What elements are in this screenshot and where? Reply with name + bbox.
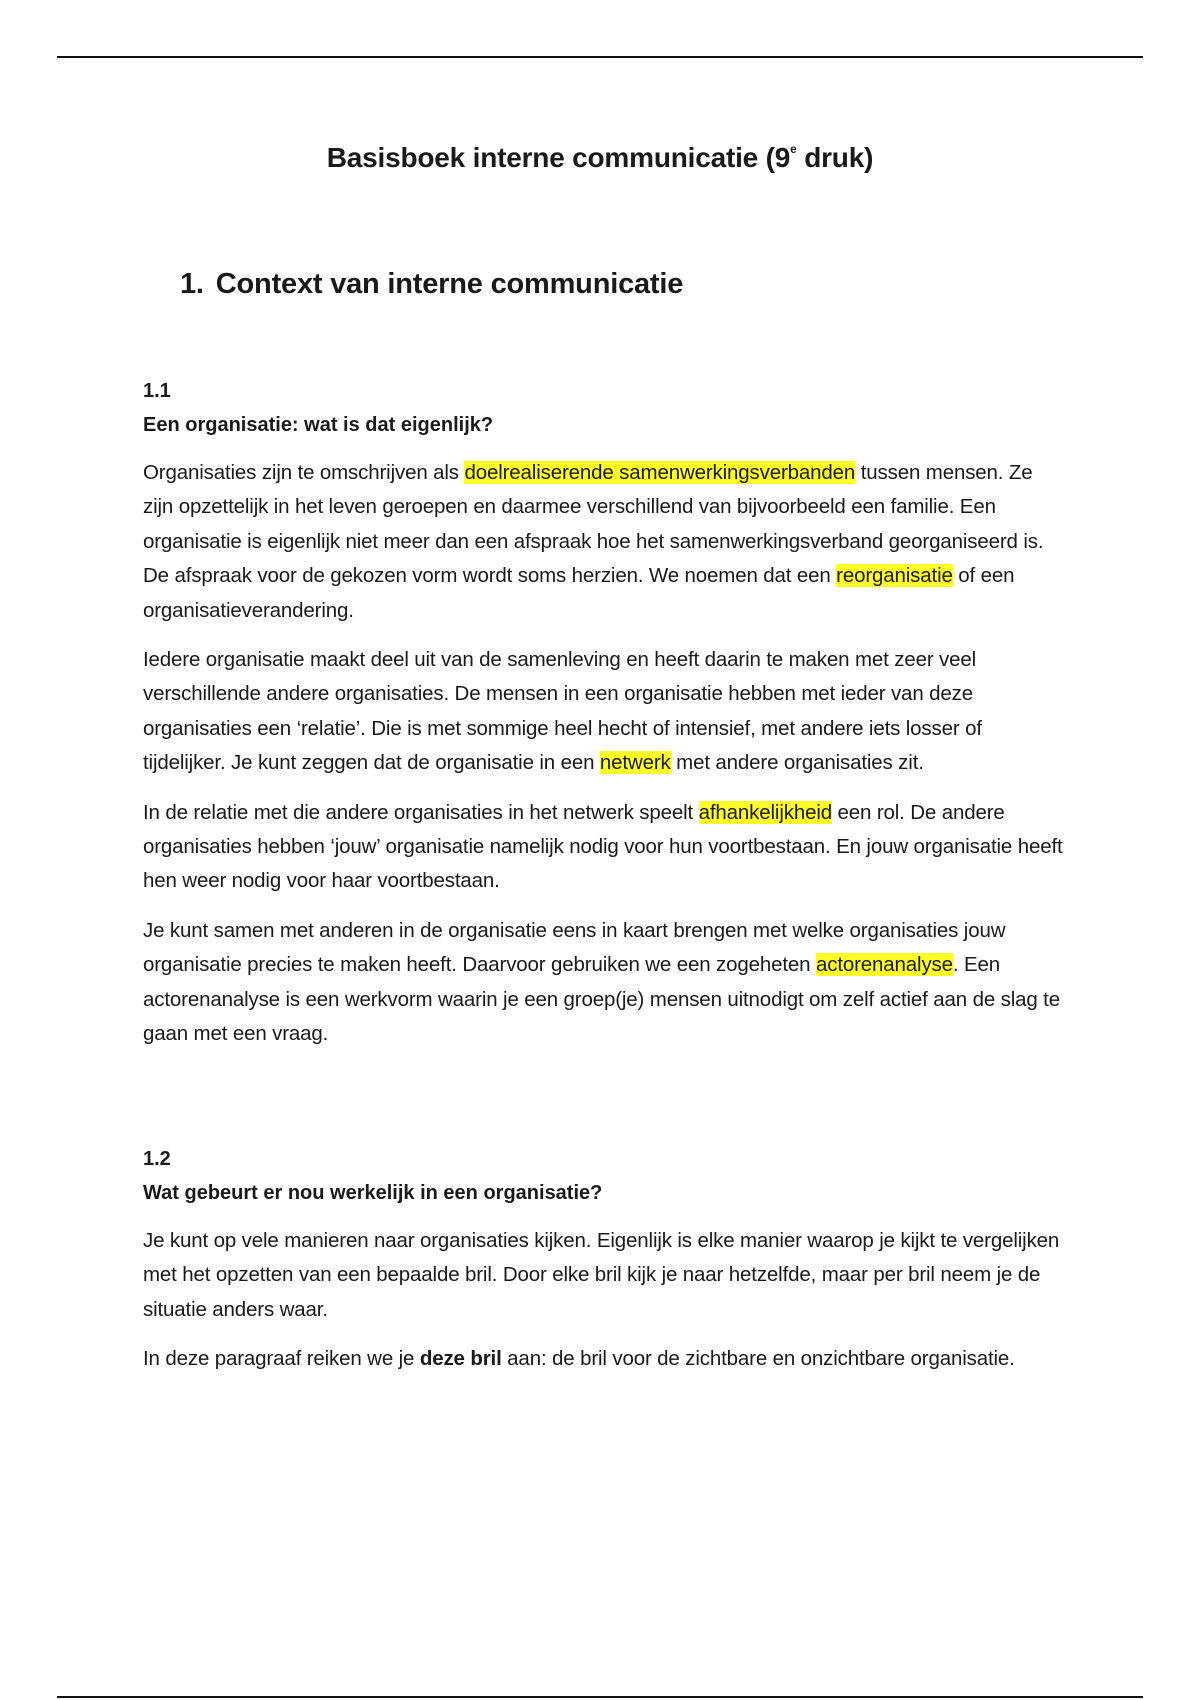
paragraph: In de relatie met die andere organisaties in het netwerk speelt afhankelijkheid een rol. De andere organisaties hebben ‘jouw’ organisatie namelijk nodig voor hun voortbestaan. En jouw organisatie heeft hen weer nodig voor haar voortbestaan. bbox=[143, 800, 1063, 893]
section-1-1 bbox=[143, 374, 1063, 1067]
highlight: reorganisatie bbox=[836, 564, 953, 588]
chapter-number: 1. bbox=[180, 268, 204, 300]
highlight: netwerk bbox=[599, 751, 671, 775]
section-number: 1.1 bbox=[143, 380, 171, 402]
paragraph: Iedere organisatie maakt deel uit van de samenleving en heeft daarin te maken met zeer veel verschillende andere organisaties. De mensen in een organisatie hebben met ieder van deze organisaties een ‘relatie’. Die is met sommige heel hecht of intensief, met andere iets losser of tijdelijker. Je kunt zeggen dat de organisatie in een netwerk met andere organisaties zit. bbox=[143, 648, 982, 775]
highlight: doelrealiserende samenwerkingsverbanden bbox=[464, 461, 856, 484]
paragraph: Je kunt samen met anderen in de organisatie eens in kaart brengen met welke organisaties jouw organisatie precies te maken heeft. Daarvoor gebruiken we een zogeheten actorenanalyse. Een actorenanalyse is een werkvorm waarin je een groep(je) mensen uitnodigt om zelf actief aan de slag te gaan met een vraag. bbox=[143, 918, 1060, 1046]
chapter-heading bbox=[180, 268, 683, 301]
chapter-title: Context van interne communicatie bbox=[215, 268, 684, 300]
top-rule bbox=[57, 56, 1143, 58]
section-title: Wat gebeurt er nou werkelijk in een organisatie? bbox=[143, 1182, 603, 1204]
highlight: actorenanalyse bbox=[815, 953, 953, 977]
section-1-2 bbox=[143, 1142, 1063, 1392]
paragraph: Organisaties zijn te omschrijven als doelrealiserende samenwerkingsverbanden tussen mensen. Ze zijn opzettelijk in het leven geroepen en daarmee verschillend van bijvoorbeeld een familie. Een organisatie is eigenlijk niet meer dan een afspraak hoe het samenwerkingsverband georganiseerd is. De afspraak voor de gekozen vorm wordt soms herzien. We noemen dat een reorganisatie of een organisatieverandering. bbox=[143, 461, 1044, 622]
highlight: afhankelijkheid bbox=[698, 800, 832, 824]
bold-text: deze bril bbox=[419, 1347, 502, 1371]
section-title: Een organisatie: wat is dat eigenlijk? bbox=[143, 414, 494, 436]
title-superscript: e bbox=[790, 142, 797, 156]
paragraph: Je kunt op vele manieren naar organisaties kijken. Eigenlijk is elke manier waarop je kijkt te vergelijken met het opzetten van een bepaalde bril. Door elke bril kijk je naar hetzelfde, maar per bril neem je de situatie anders waar. bbox=[143, 1229, 1060, 1321]
bottom-rule bbox=[57, 1696, 1143, 1698]
paragraph: In deze paragraaf reiken we je deze bril aan: de bril voor de zichtbare en onzichtbare organisatie. bbox=[143, 1347, 1015, 1371]
section-number: 1.2 bbox=[143, 1148, 171, 1170]
document-title: Basisboek interne communicatie (9e druk) bbox=[326, 142, 874, 173]
